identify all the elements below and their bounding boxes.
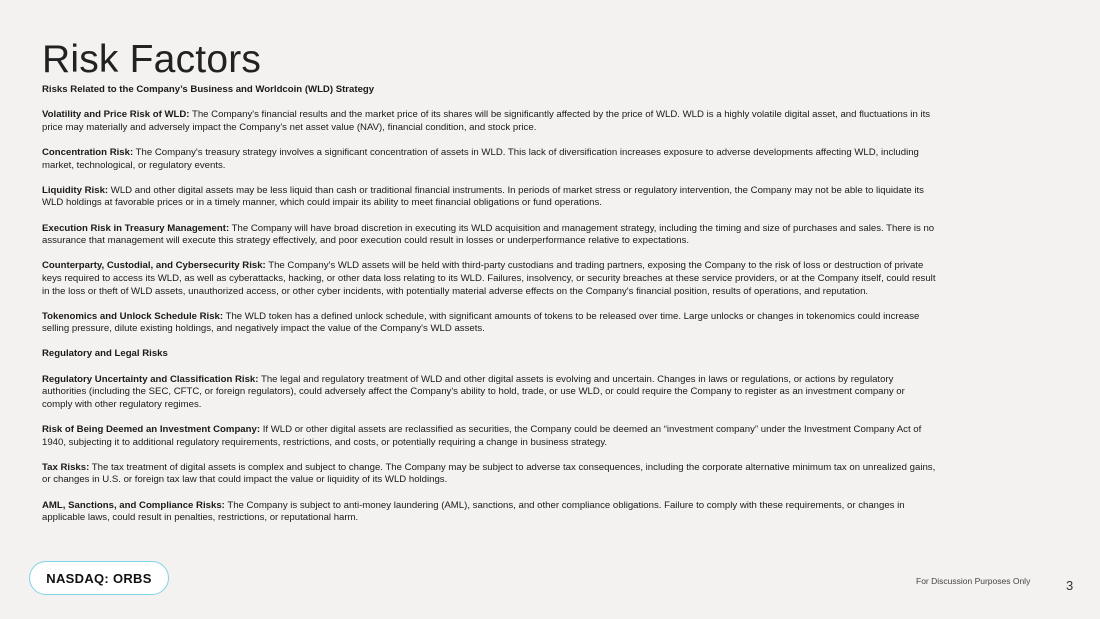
risk-item bbox=[42, 260, 937, 298]
risk-item bbox=[42, 147, 937, 172]
risk-item-text: If WLD or other digital assets are reclassified as securities, the Company could be deemed an “investment company” under the Investment Company Act of 1940, subjecting it to additional regulatory requirements, restrictions, and costs, or potentially requiring a change in business strategy. bbox=[42, 424, 922, 448]
risk-item-text: The tax treatment of digital assets is complex and subject to change. The Company may be subject to adverse tax consequences, including the corporate alternative minimum tax on unrealized gains, or changes in U.S. or foreign tax law that could impact the value or liquidity of its WLD holdings. bbox=[42, 461, 936, 486]
risk-item bbox=[42, 109, 937, 134]
risk-item-text: The WLD token has a defined unlock schedule, with significant amounts of tokens to be released over time. Large unlocks or changes in tokenomics could increase selling pressure, dilute existing holdings, and negatively impact the value of the Company's WLD assets. bbox=[42, 310, 920, 335]
risk-item bbox=[42, 424, 937, 449]
risk-item-label: Volatility and Price Risk of WLD: bbox=[42, 109, 190, 121]
risk-item-text: The Company's WLD assets will be held with third-party custodians and trading partners, exposing the Company to the risk of loss or destruction of private keys required to access its WLD, as well as cyberattacks, hacking, or other data loss relating to its WLD. Failures, insolvency, or security breaches at these service providers, or at the Company itself, could result in the loss or theft of WLD assets, unauthorized access, or other cyber incidents, with potentially material adverse effects on the Company's financial position, results of operations, and reputation. bbox=[42, 260, 936, 297]
risk-item bbox=[42, 185, 937, 210]
risk-item-label: Tokenomics and Unlock Schedule Risk: bbox=[42, 310, 224, 322]
risk-item-label: Regulatory Uncertainty and Classification Risk: bbox=[42, 373, 259, 385]
slide-title: Risk Factors bbox=[42, 38, 262, 81]
risk-item-label: Counterparty, Custodial, and Cybersecurity Risk: bbox=[42, 260, 266, 272]
risk-item-text: The Company's financial results and the market price of its shares will be significantly affected by the price of WLD. WLD is a highly volatile digital asset, and fluctuations in its price may materially and adversely impact the Company's net asset value (NAV), financial condition, and stock price. bbox=[42, 109, 931, 133]
ticker-badge: NASDAQ: ORBS bbox=[29, 561, 169, 595]
footer-disclaimer: For Discussion Purposes Only bbox=[916, 576, 1031, 586]
risk-item bbox=[42, 223, 937, 248]
risk-item bbox=[42, 462, 937, 487]
risk-item-label: AML, Sanctions, and Compliance Risks: bbox=[42, 499, 225, 511]
risk-factors-body bbox=[42, 84, 937, 537]
risk-item bbox=[42, 374, 937, 412]
risk-item-label: Risk of Being Deemed an Investment Company: bbox=[42, 424, 261, 436]
risk-item-label: Concentration Risk: bbox=[42, 146, 134, 158]
section-heading: Regulatory and Legal Risks bbox=[42, 348, 168, 360]
section-heading: Risks Related to the Company’s Business and Worldcoin (WLD) Strategy bbox=[42, 84, 375, 95]
page-number: 3 bbox=[1066, 578, 1074, 593]
risk-item-text: WLD and other digital assets may be less liquid than cash or traditional financial instruments. In periods of market stress or regulatory intervention, the Company may not be able to liquidate its WLD holdings at favorable prices or in a timely manner, which could impair its ability to meet financial obligations or fund operations. bbox=[42, 184, 924, 209]
risk-item bbox=[42, 311, 937, 336]
risk-item-text: The Company is subject to anti-money laundering (AML), sanctions, and other compliance obligations. Failure to comply with these requirements, or changes in applicable laws, could result in penalties, restrictions, or reputational harm. bbox=[42, 499, 905, 524]
risk-item-label: Execution Risk in Treasury Management: bbox=[42, 222, 230, 234]
risk-item-text: The Company's treasury strategy involves a significant concentration of assets in WLD. This lack of diversification increases exposure to adverse developments affecting WLD, including market, technological, or regulatory events. bbox=[42, 146, 919, 171]
risk-item bbox=[42, 500, 937, 525]
risk-item-text: The legal and regulatory treatment of WLD and other digital assets is evolving and uncertain. Changes in laws or regulations, or actions by regulatory authorities (including the SEC, CFTC, or foreign regulators), could adversely affect the Company's ability to hold, trade, or use WLD, or could require the Company to register as an investment company or comply with other regulatory regimes. bbox=[42, 373, 905, 410]
risk-item-text: The Company will have broad discretion in executing its WLD acquisition and management strategy, including the timing and size of purchases and sales. There is no assurance that management will execute this strategy effectively, and poor execution could result in losses or underperformance relative to expectations. bbox=[42, 222, 935, 247]
risk-item-label: Tax Risks: bbox=[42, 461, 90, 473]
risk-item-label: Liquidity Risk: bbox=[42, 184, 109, 196]
